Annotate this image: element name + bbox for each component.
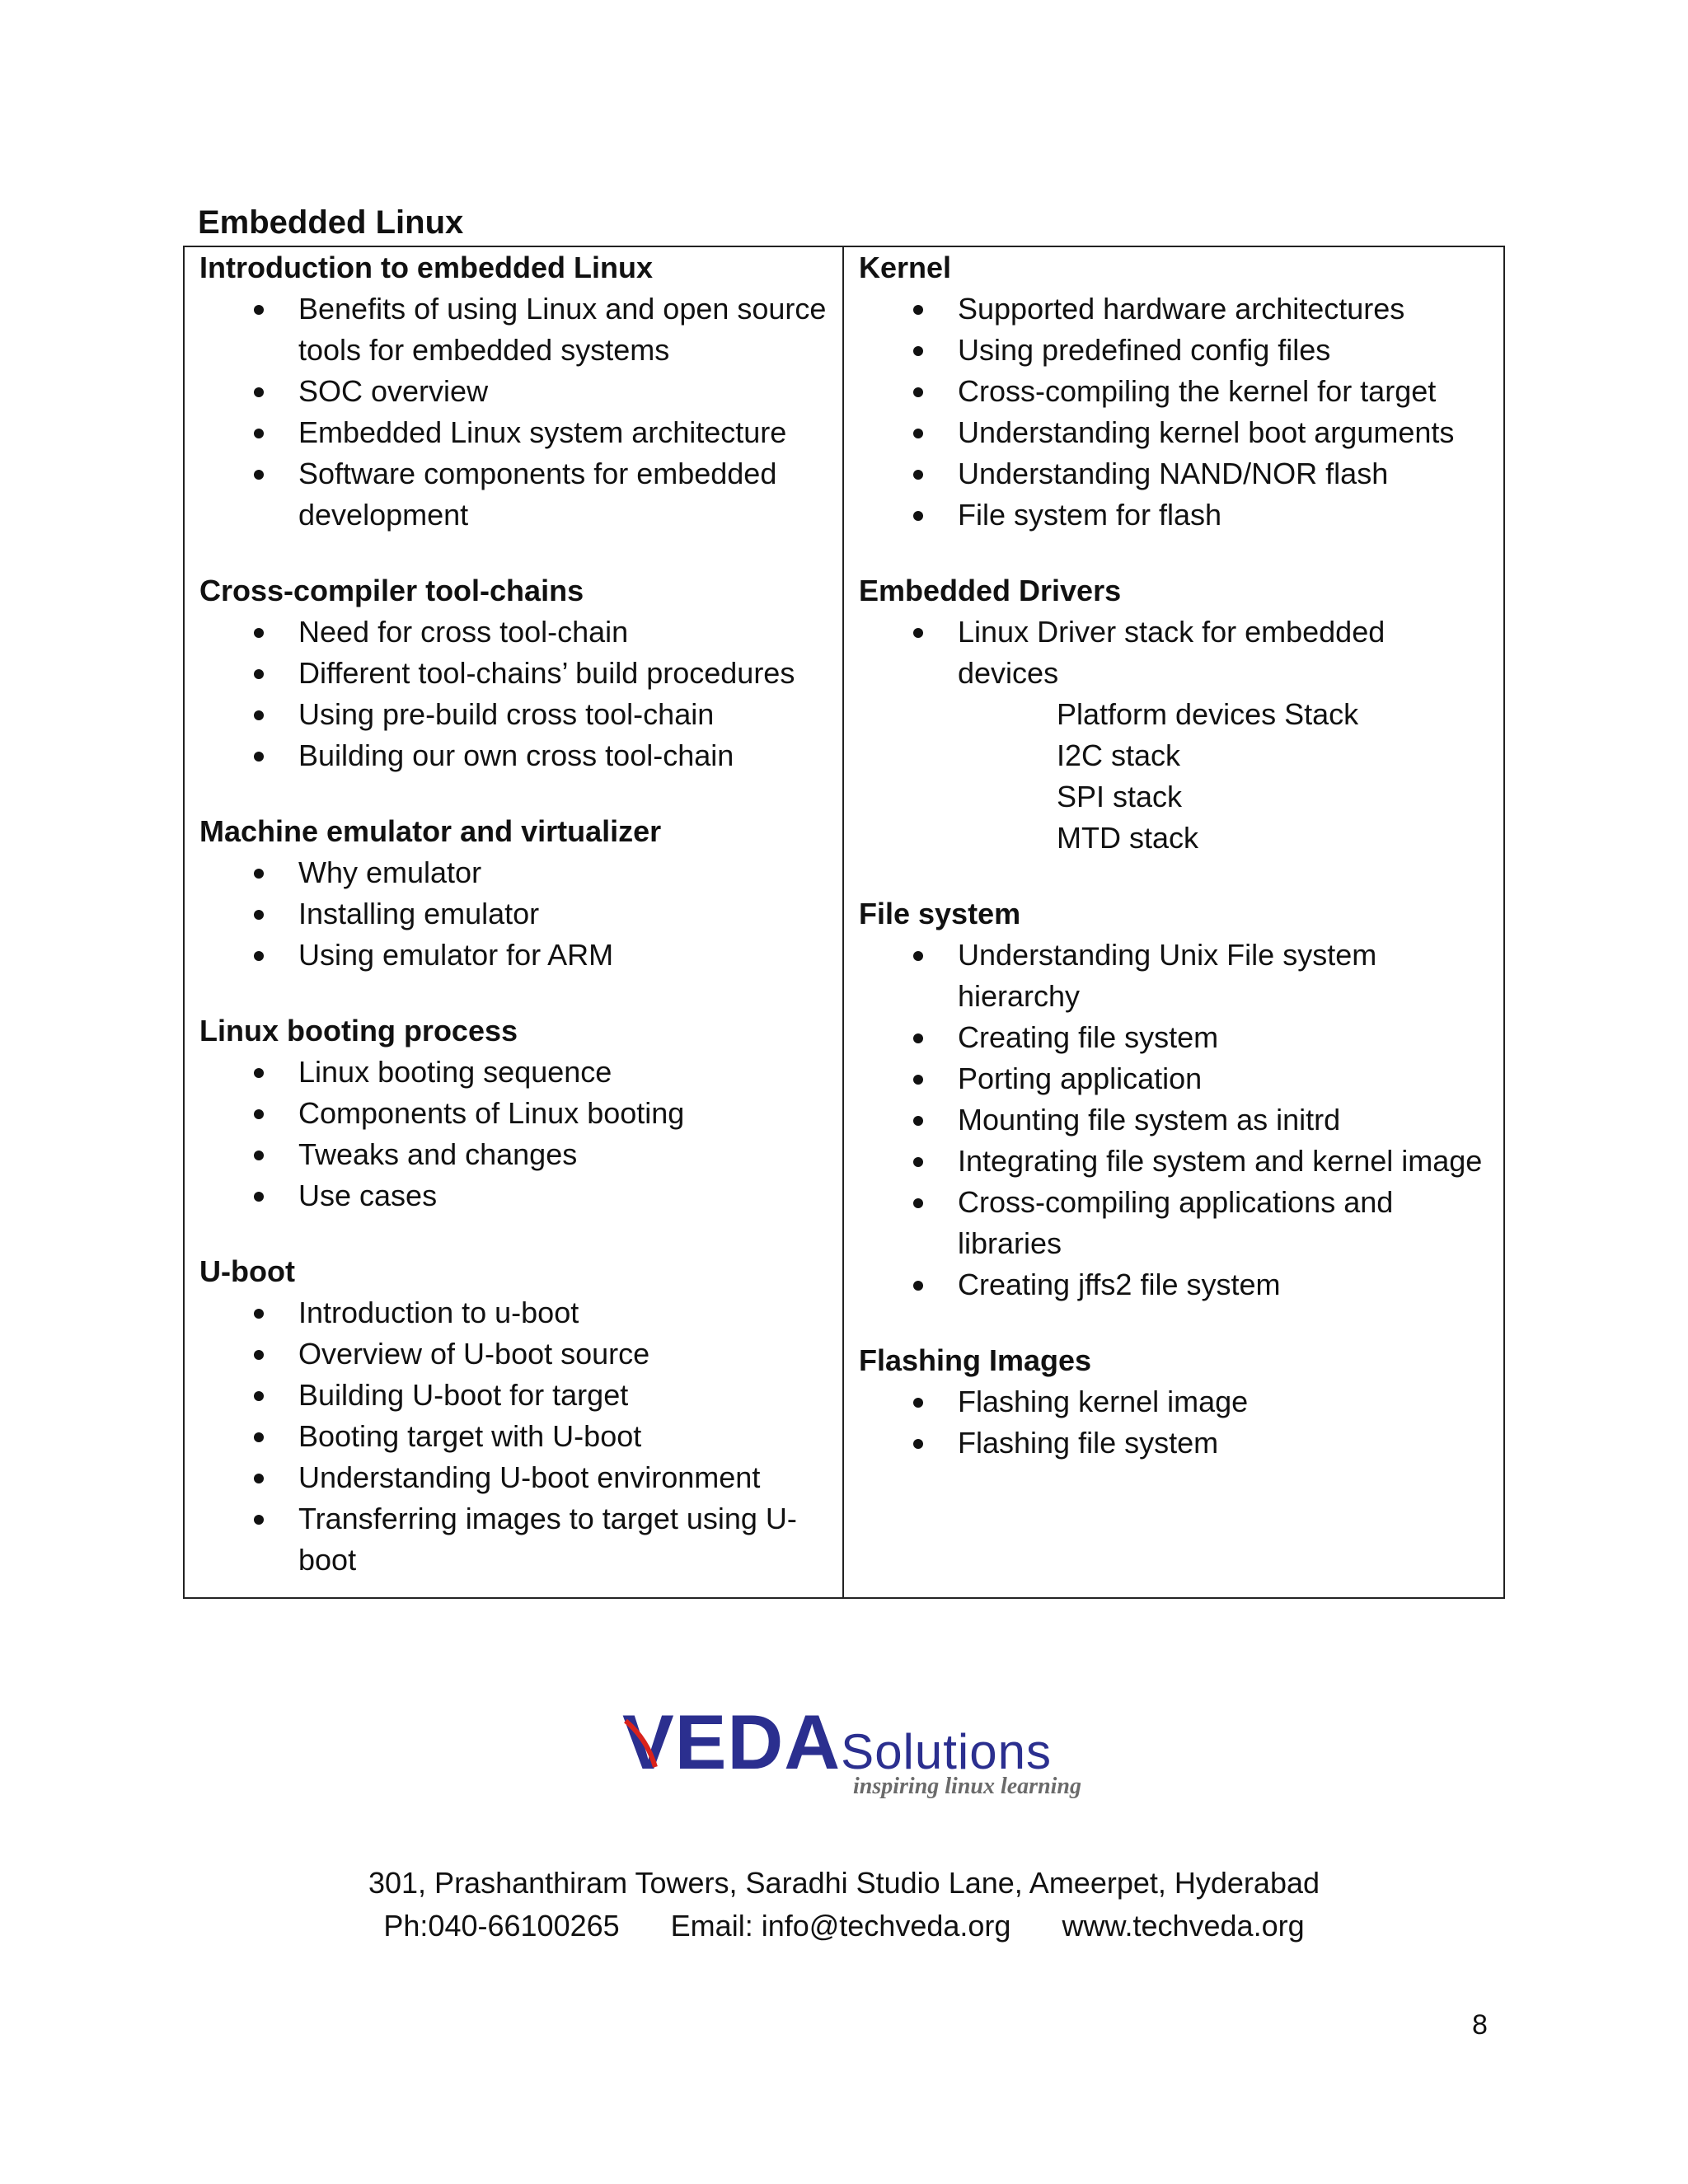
section-flashing [859, 1340, 1489, 1464]
section-title: Linux booting process [199, 1014, 518, 1047]
section-title: Cross-compiler tool-chains [199, 574, 584, 607]
list-item: Use cases [199, 1175, 828, 1216]
veda-solutions-logo [622, 1698, 1109, 1805]
sub-list-item: MTD stack [1057, 821, 1199, 855]
sub-list-item: SPI stack [1057, 780, 1183, 813]
list-item: Creating file system [859, 1017, 1489, 1058]
footer-phone: Ph:040-66100265 [383, 1909, 620, 1943]
list-item: Different tool-chains’ build procedures [199, 653, 828, 694]
section-title: File system [859, 897, 1021, 930]
section-title: Flashing Images [859, 1343, 1092, 1377]
list-item: Understanding NAND/NOR flash [859, 453, 1489, 494]
list-item: Cross-compiling applications and libraries [859, 1182, 1489, 1264]
list-item: Using predefined config files [859, 330, 1489, 371]
list-item: Mounting file system as initrd [859, 1099, 1489, 1141]
list-item: Understanding Unix File system hierarchy [859, 935, 1489, 1017]
section-uboot [199, 1251, 828, 1581]
list-item: File system for flash [859, 494, 1489, 536]
list-item: Flashing kernel image [859, 1381, 1489, 1422]
list-item: Cross-compiling the kernel for target [859, 371, 1489, 412]
list-item: Flashing file system [859, 1422, 1489, 1464]
list-item: SOC overview [199, 371, 828, 412]
list-item: Building U-boot for target [199, 1375, 828, 1416]
section-title: Introduction to embedded Linux [199, 251, 653, 284]
list-item: Components of Linux booting [199, 1093, 828, 1134]
page-number: 8 [1472, 2009, 1488, 2041]
syllabus-table [183, 246, 1505, 1599]
section-filesystem [859, 893, 1489, 1305]
list-item: Need for cross tool-chain [199, 612, 828, 653]
list-item: Integrating file system and kernel image [859, 1141, 1489, 1182]
list-item: Linux Driver stack for embedded devices [859, 612, 1489, 694]
section-drivers [859, 570, 1489, 859]
list-item: Introduction to u-boot [199, 1292, 828, 1333]
list-item: Installing emulator [199, 893, 828, 935]
section-cross-compiler [199, 570, 828, 776]
section-intro [199, 247, 828, 536]
section-title: Machine emulator and virtualizer [199, 814, 662, 848]
left-column [185, 247, 844, 1597]
list-item: Supported hardware architectures [859, 288, 1489, 330]
list-item: Overview of U-boot source [199, 1333, 828, 1375]
list-item: Booting target with U-boot [199, 1416, 828, 1457]
list-item: Transferring images to target using U-boot [199, 1498, 828, 1581]
footer-website[interactable]: www.techveda.org [1062, 1909, 1305, 1943]
list-item: Understanding U-boot environment [199, 1457, 828, 1498]
section-title: Embedded Drivers [859, 574, 1122, 607]
sub-list-item: Platform devices Stack [1057, 697, 1359, 731]
page-title: Embedded Linux [198, 204, 464, 241]
logo-brand-suffix: Solutions [841, 1724, 1052, 1779]
section-booting [199, 1010, 828, 1216]
section-title: U-boot [199, 1254, 295, 1288]
logo-swoosh-icon [622, 1714, 688, 1772]
list-item: Understanding kernel boot arguments [859, 412, 1489, 453]
list-item: Linux booting sequence [199, 1052, 828, 1093]
section-title: Kernel [859, 251, 952, 284]
list-item: Why emulator [199, 852, 828, 893]
logo-brand: VEDA [622, 1699, 842, 1785]
footer-contact [0, 1905, 1688, 1947]
list-item: Benefits of using Linux and open source tools for embedded systems [199, 288, 828, 371]
list-item: Using pre-build cross tool-chain [199, 694, 828, 735]
logo-tagline: inspiring linux learning [853, 1774, 1082, 1799]
list-item: Creating jffs2 file system [859, 1264, 1489, 1305]
footer-email[interactable]: Email: info@techveda.org [670, 1909, 1011, 1943]
list-item: Software components for embedded development [199, 453, 828, 536]
sub-list-item: I2C stack [1057, 738, 1181, 772]
list-item: Building our own cross tool-chain [199, 735, 828, 776]
list-item: Porting application [859, 1058, 1489, 1099]
footer-address: 301, Prashanthiram Towers, Saradhi Studio Lane, Ameerpet, Hyderabad [368, 1866, 1320, 1900]
section-emulator [199, 811, 828, 976]
section-kernel [859, 247, 1489, 536]
right-column [844, 247, 1503, 1597]
list-item: Using emulator for ARM [199, 935, 828, 976]
list-item: Tweaks and changes [199, 1134, 828, 1175]
list-item: Embedded Linux system architecture [199, 412, 828, 453]
